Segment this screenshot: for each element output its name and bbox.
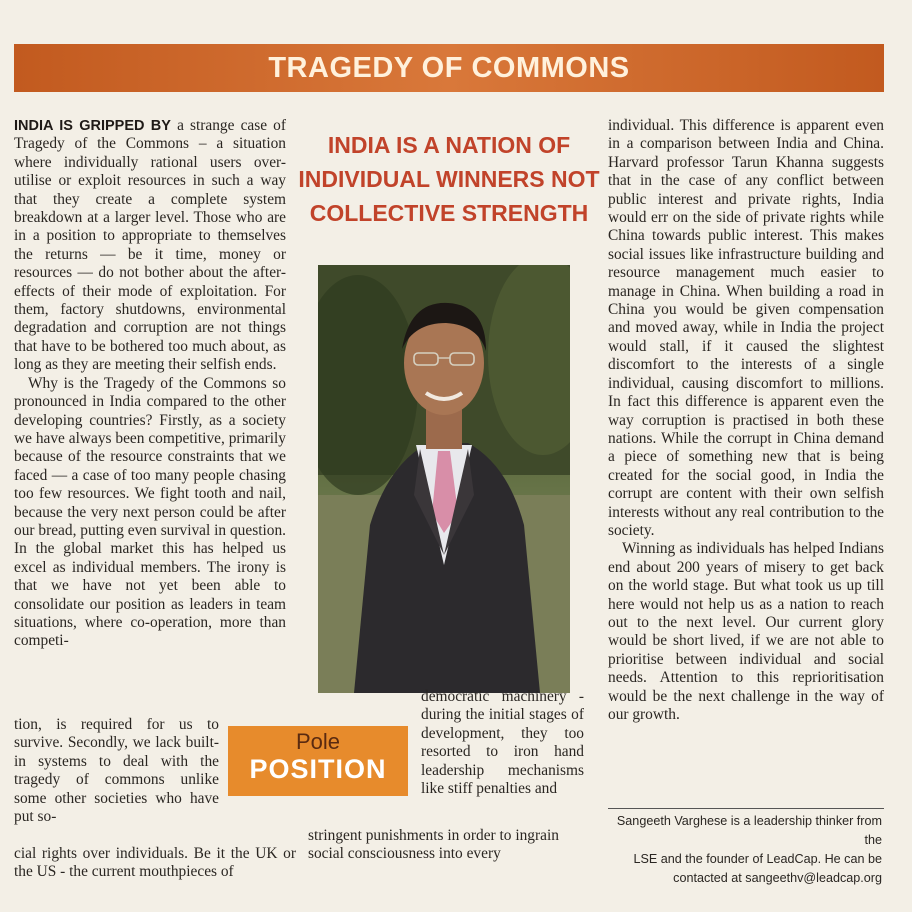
column-2-tail: stringent punishments in order to ingrain social consciousness into every	[308, 827, 559, 863]
column-1	[14, 117, 286, 651]
byline-line-1: Sangeeth Varghese is a leadership thinker from the	[616, 814, 882, 847]
paragraph-2-continued-2: democratic machinery - during the initial stages of development, they too resorted to iron hand leadership mechanisms like stiff penalties and	[421, 688, 584, 798]
section-title: TRAGEDY OF COMMONS	[268, 52, 630, 84]
paragraph-1	[14, 117, 286, 375]
byline-line-2: LSE and the founder of LeadCap. He can be	[633, 852, 882, 866]
headline: INDIA IS A NATION OF INDIVIDUAL WINNERS NOT COLLECTIVE STRENGTH	[298, 132, 600, 226]
column-2-wrap	[421, 688, 584, 798]
column-1-wrap	[14, 716, 219, 826]
section-banner	[14, 44, 884, 92]
byline-divider	[608, 808, 884, 809]
author-photo	[318, 265, 570, 693]
pole-label: Pole	[295, 729, 341, 754]
position-label: POSITION	[249, 754, 387, 784]
pole-position-logo	[228, 726, 408, 796]
paragraph-3: individual. This difference is apparent even in a comparison between India and China. Harvard professor Tarun Khanna suggests that in the case of any conflict between public interest and private rights, India would err on the side of private rights while China towards public interest. This makes social issues like infrastructure building and resource management much easier to manage in China. When building a road in China you would be given compensation and moved away, while in India the project would stall, if it caused the slightest discomfort to the interests of a single individual, causing discomfort to millions. In fact this difference is apparent even the way corruption is practised in both these nations. While the corrupt in China demand a piece of something new that is being created for the social good, in India the corrupt are content with their own selfish interests without any real contribution to the society.	[608, 117, 884, 539]
author-byline	[606, 812, 882, 888]
column-1-tail: cial rights over individuals. Be it the UK or the US - the current mouthpieces of	[14, 845, 296, 881]
paragraph-2-continued: tion, is required for us to survive. Secondly, we lack built-in systems to deal with the tragedy of commons unlike some other societies who have put so-	[14, 716, 219, 826]
paragraph-1-text: a strange case of Tragedy of the Commons – a situation where individually rational users over-utilise or exploit resources in such a way that they create a complete system breakdown at a larger level. Those who are in a position to appropriate to themselves the returns — be it time, money or resources — do not bother about the after-effects of their mode of exploitation. For them, factory shutdowns, environmental degradation and corruption are not things that have to be bothered too much about, as long as they are meeting their selfish ends.	[14, 117, 286, 374]
byline-line-3: contacted at sangeethv@leadcap.org	[673, 871, 882, 885]
paragraph-4: Winning as individuals has helped Indians end about 200 years of misery to get back on the world stage. But what took us up till here would not help us as a nation to reach out to the next level. Our current glory would be short lived, if we are not able to prioritise between individual and social needs. Attention to this reprioritisation would be the next challenge in the way of our growth.	[608, 540, 884, 723]
paragraph-2: Why is the Tragedy of the Commons so pronounced in India compared to the other developing countries? Firstly, as a society we have always been competitive, primarily because of the resource constraints that we faced — a case of too many people chasing too few resources. We fight tooth and nail, because the very next person could be after our bread, putting even survival in question. In the global market this has helped us excel as individual members. The irony is that we have not yet been able to consolidate our position as leaders in team situations, where co-operation, more than competi-	[14, 374, 286, 650]
column-3	[608, 117, 884, 724]
lead-in: INDIA IS GRIPPED BY	[14, 118, 171, 134]
